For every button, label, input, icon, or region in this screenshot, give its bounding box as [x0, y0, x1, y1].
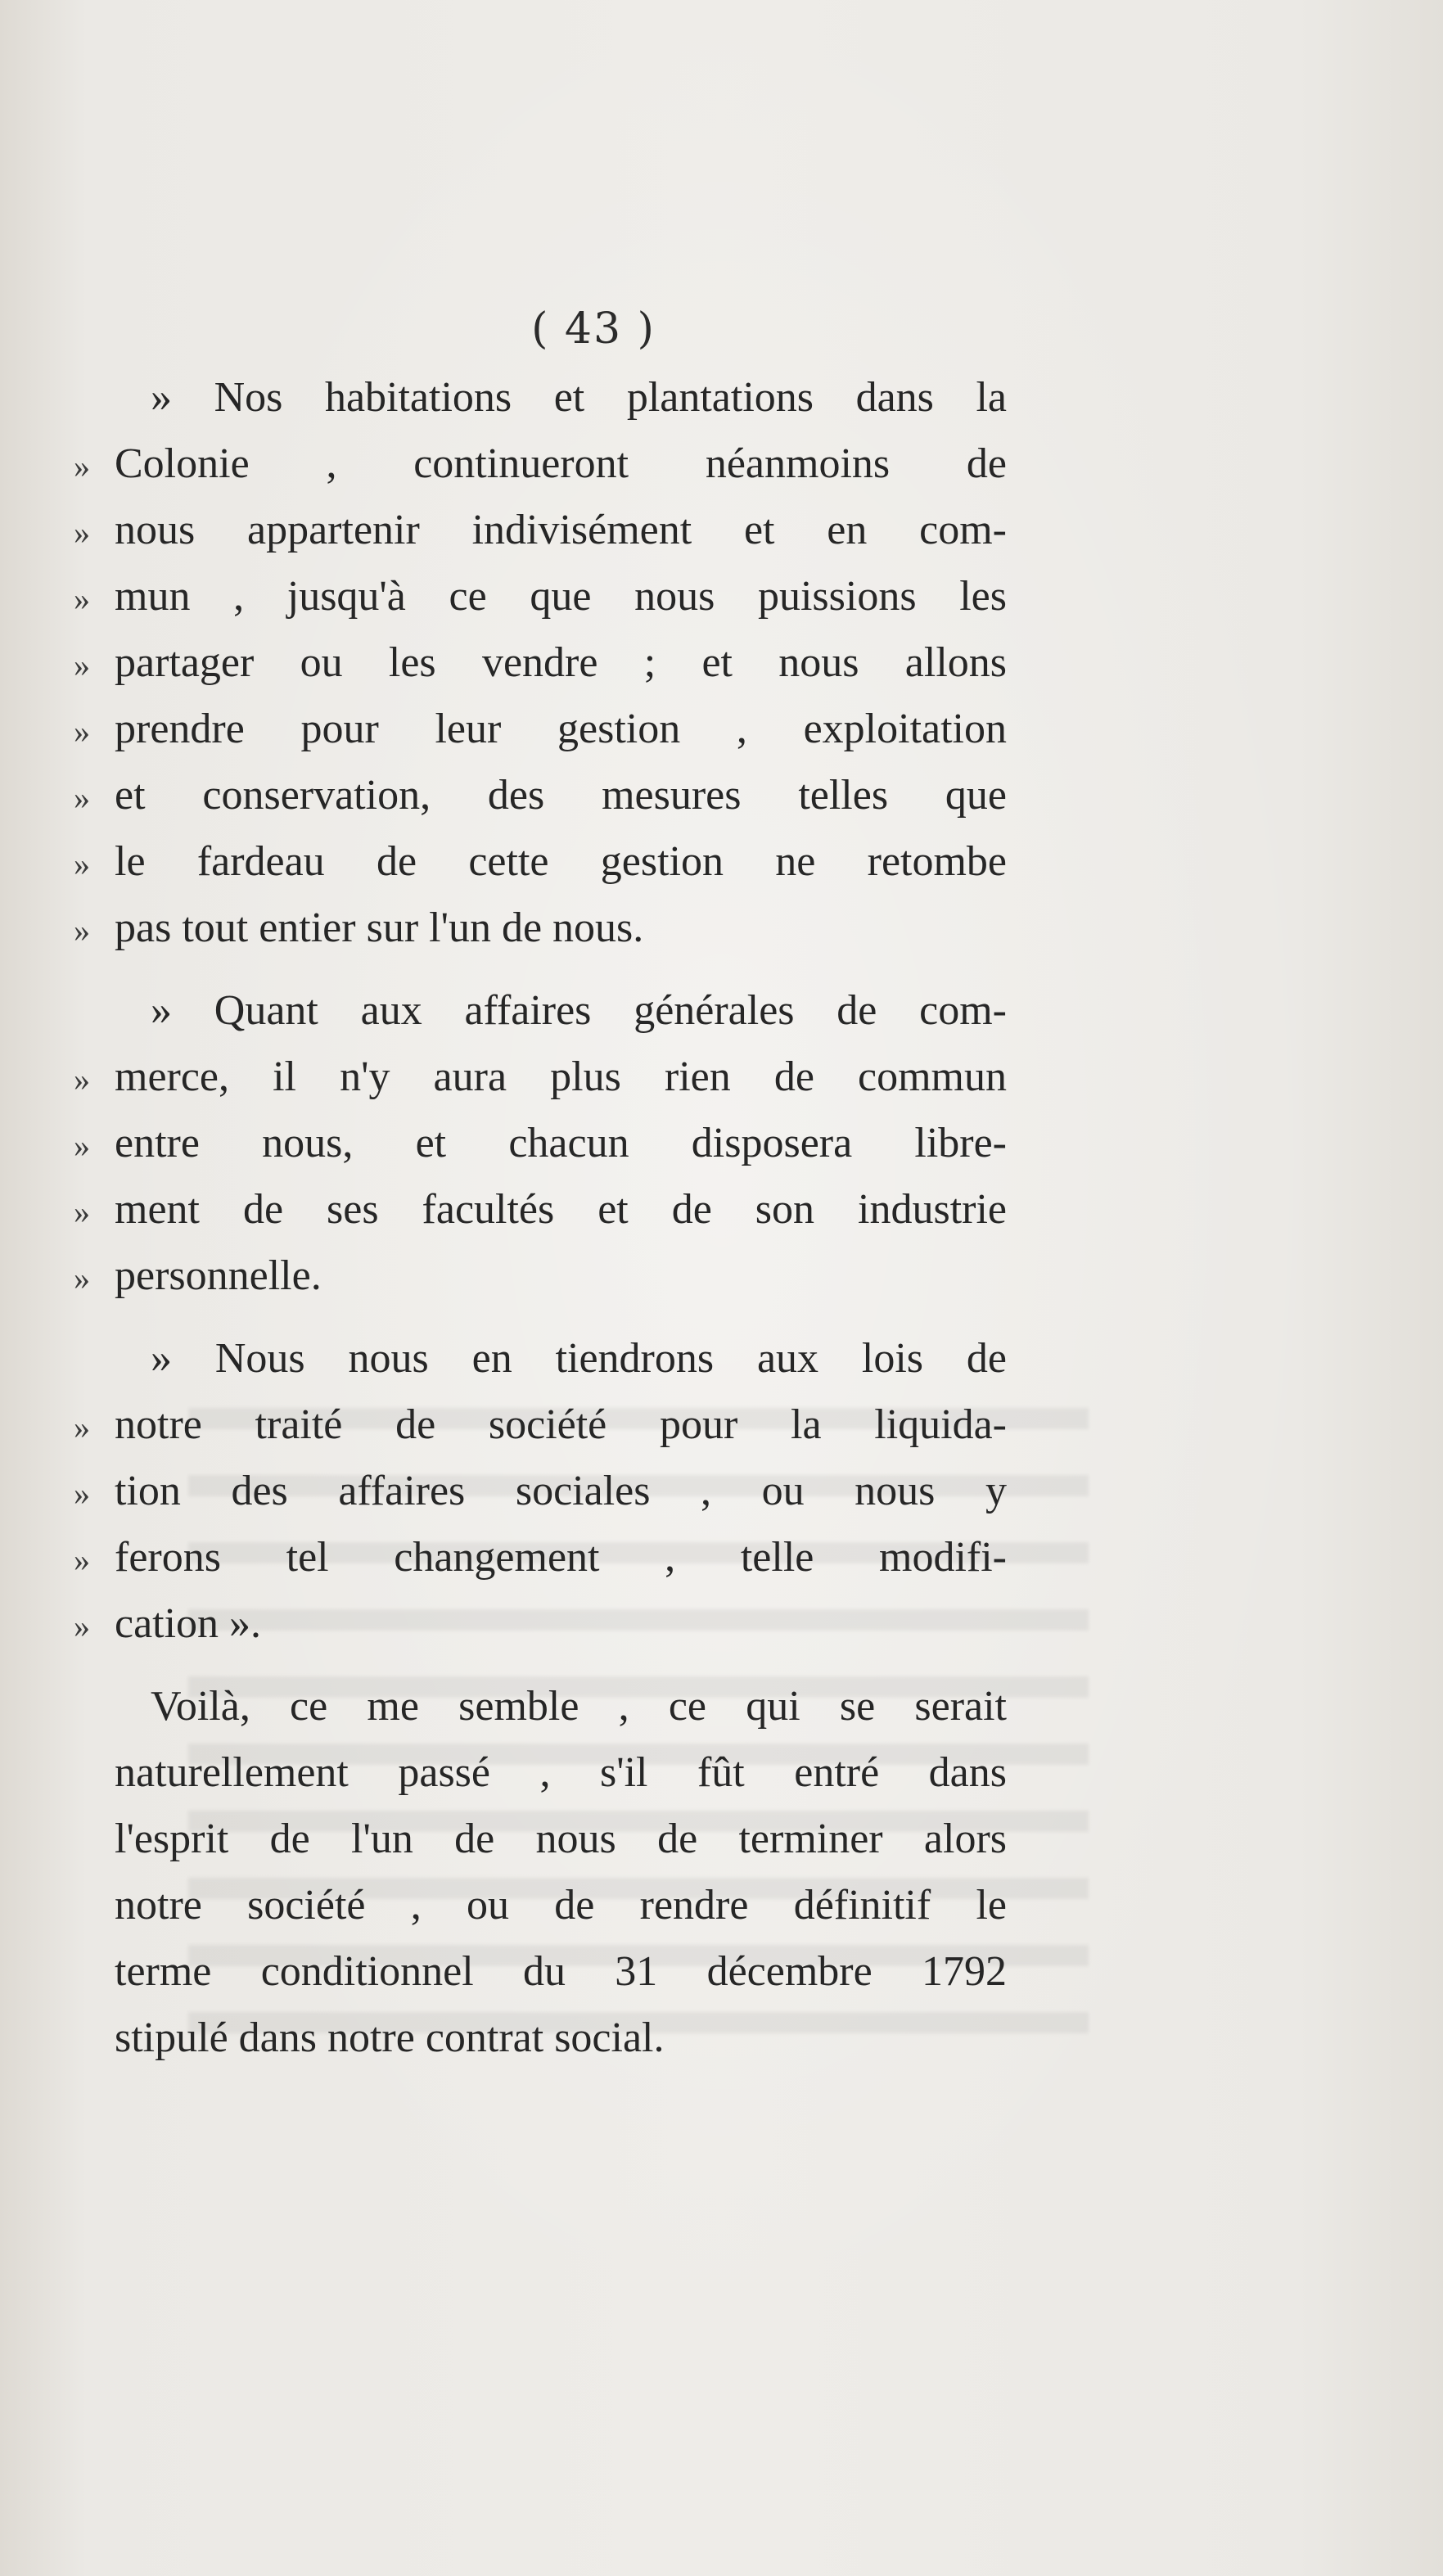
line-text: tion des affaires sociales , ou nous y	[115, 1468, 1007, 1514]
quote-mark: »	[74, 1127, 90, 1164]
text-line	[74, 977, 1007, 1044]
line-text: ment de ses facultés et de son industrie	[115, 1186, 1007, 1233]
text-line	[74, 364, 1007, 431]
quote-mark: »	[74, 1061, 90, 1098]
quote-mark: »	[74, 1260, 90, 1297]
quote-mark: »	[74, 1608, 90, 1644]
line-text: personnelle.	[115, 1252, 322, 1299]
line-text: » Nous nous en tiendrons aux lois de	[151, 1335, 1007, 1382]
text-line	[74, 1590, 1007, 1657]
body-text-block	[74, 364, 1007, 2087]
line-text: terme conditionnel du 31 décembre 1792	[115, 1948, 1007, 1995]
line-text: prendre pour leur gestion , exploitation	[115, 706, 1007, 752]
paragraph	[74, 1673, 1007, 2071]
line-text: notre traité de société pour la liquida-	[115, 1401, 1007, 1448]
line-text: » Quant aux affaires générales de com-	[151, 987, 1007, 1034]
quote-mark: »	[74, 580, 90, 617]
line-text: Voilà, ce me semble , ce qui se serait	[151, 1683, 1007, 1730]
text-line	[74, 563, 1007, 629]
line-text: cation ».	[115, 1600, 262, 1647]
paragraph	[74, 1325, 1007, 1657]
line-text: ferons tel changement , telle modifi-	[115, 1534, 1007, 1581]
quote-mark: »	[74, 1193, 90, 1230]
line-text: stipulé dans notre contrat social.	[115, 2014, 665, 2061]
quote-mark: »	[74, 514, 90, 551]
text-line	[74, 431, 1007, 497]
line-text: » Nos habitations et plantations dans la	[151, 374, 1007, 421]
text-line	[74, 1044, 1007, 1110]
text-line	[74, 1739, 1007, 1806]
quote-mark: »	[74, 448, 90, 485]
text-line	[74, 1938, 1007, 2005]
quote-mark: »	[74, 846, 90, 882]
text-line	[74, 1176, 1007, 1243]
line-text: partager ou les vendre ; et nous allons	[115, 639, 1007, 686]
text-line	[74, 762, 1007, 828]
line-text: naturellement passé , s'il fût entré dans	[115, 1749, 1007, 1796]
line-text: notre société , ou de rendre définitif le	[115, 1882, 1007, 1929]
line-text: le fardeau de cette gestion ne retombe	[115, 838, 1007, 885]
quote-mark: »	[74, 779, 90, 816]
quote-mark: »	[74, 713, 90, 750]
text-line	[74, 1392, 1007, 1458]
line-text: entre nous, et chacun disposera libre-	[115, 1120, 1007, 1166]
line-text: Colonie , continueront néanmoins de	[115, 440, 1007, 487]
paragraph	[74, 364, 1007, 961]
text-line	[74, 1872, 1007, 1938]
text-line	[74, 1806, 1007, 1872]
line-text: pas tout entier sur l'un de nous.	[115, 905, 644, 951]
quote-mark: »	[74, 647, 90, 683]
text-line	[74, 1325, 1007, 1392]
line-text: mun , jusqu'à ce que nous puissions les	[115, 573, 1007, 620]
paragraph	[74, 977, 1007, 1309]
line-text: et conservation, des mesures telles que	[115, 772, 1007, 819]
line-text: l'esprit de l'un de nous de terminer alors	[115, 1816, 1007, 1862]
text-line	[74, 1243, 1007, 1309]
quote-mark: »	[74, 1475, 90, 1512]
text-line	[74, 629, 1007, 696]
text-line	[74, 497, 1007, 563]
text-line	[74, 696, 1007, 762]
text-line	[74, 828, 1007, 895]
line-text: merce, il n'y aura plus rien de commun	[115, 1053, 1007, 1100]
text-line	[74, 1110, 1007, 1176]
quote-mark: »	[74, 1541, 90, 1578]
text-line	[74, 1673, 1007, 1739]
text-line	[74, 1524, 1007, 1590]
text-line	[74, 2005, 1007, 2071]
quote-mark: »	[74, 912, 90, 949]
quote-mark: »	[74, 1409, 90, 1446]
line-text: nous appartenir indivisément et en com-	[115, 507, 1007, 553]
text-line	[74, 895, 1007, 961]
page-number: ( 43 )	[531, 305, 656, 354]
text-line	[74, 1458, 1007, 1524]
